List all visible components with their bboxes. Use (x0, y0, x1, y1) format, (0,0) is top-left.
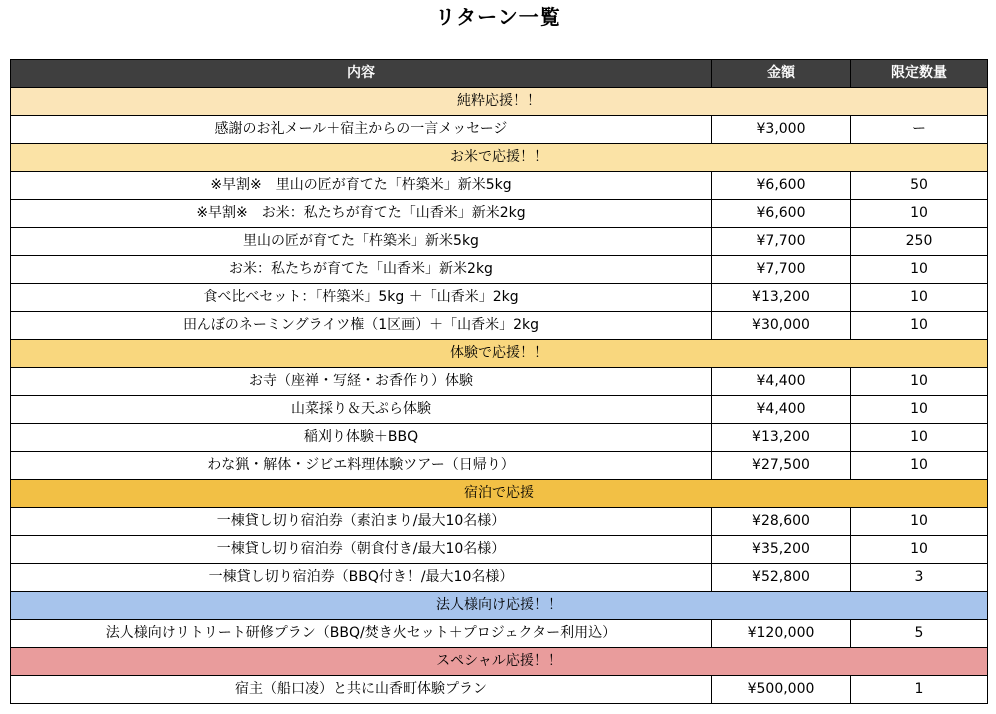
section-label: 法人様向け応援！！ (11, 592, 988, 620)
section-row (11, 648, 988, 676)
item-name-cell: 法人様向けリトリート研修プラン（BBQ/焚き火セット＋プロジェクター利用込） (11, 620, 712, 648)
price-cell: ¥27,500 (712, 452, 851, 480)
section-row (11, 480, 988, 508)
price-cell: ¥120,000 (712, 620, 851, 648)
limit-cell: 3 (851, 564, 988, 592)
section-label: 純粋応援！！ (11, 88, 988, 116)
limit-cell: 5 (851, 620, 988, 648)
section-row (11, 592, 988, 620)
price-cell: ¥35,200 (712, 536, 851, 564)
price-cell: ¥6,600 (712, 200, 851, 228)
item-name-cell: 食べ比べセット：「杵築米」5kg ＋「山香米」2kg (11, 284, 712, 312)
section-label: スペシャル応援！！ (11, 648, 988, 676)
table-row (11, 564, 988, 592)
item-name-cell: 田んぼのネーミングライツ権（1区画）＋「山香米」2kg (11, 312, 712, 340)
section-row (11, 88, 988, 116)
item-name-cell: 里山の匠が育てた「杵築米」新米5kg (11, 228, 712, 256)
table-row (11, 620, 988, 648)
table-row (11, 368, 988, 396)
limit-cell: 10 (851, 508, 988, 536)
item-name-cell: 宿主（船口凌）と共に山香町体験プラン (11, 676, 712, 704)
price-cell: ¥4,400 (712, 368, 851, 396)
limit-cell: 10 (851, 284, 988, 312)
table-row (11, 200, 988, 228)
item-name-cell: ※早割※ 里山の匠が育てた「杵築米」新米5kg (11, 172, 712, 200)
item-name-cell: 山菜採り＆天ぷら体験 (11, 396, 712, 424)
section-row (11, 144, 988, 172)
limit-cell: 10 (851, 256, 988, 284)
section-row (11, 340, 988, 368)
item-name-cell: ※早割※ お米：私たちが育てた「山香米」新米2kg (11, 200, 712, 228)
table-row (11, 256, 988, 284)
price-cell: ¥7,700 (712, 256, 851, 284)
page-title: リターン一覧 (435, 5, 561, 29)
section-label: 宿泊で応援 (11, 480, 988, 508)
table-row (11, 676, 988, 704)
limit-cell: 250 (851, 228, 988, 256)
section-label: 体験で応援！！ (11, 340, 988, 368)
table-row (11, 116, 988, 144)
limit-cell: 50 (851, 172, 988, 200)
item-name-cell: 一棟貸し切り宿泊券（素泊まり/最大10名様） (11, 508, 712, 536)
item-name-cell: お寺（座禅・写経・お香作り）体験 (11, 368, 712, 396)
item-name-cell: 感謝のお礼メール＋宿主からの一言メッセージ (11, 116, 712, 144)
limit-cell: 10 (851, 200, 988, 228)
table-row (11, 172, 988, 200)
limit-cell: 10 (851, 312, 988, 340)
table-row (11, 284, 988, 312)
price-cell: ¥28,600 (712, 508, 851, 536)
table-row (11, 508, 988, 536)
limit-cell: 10 (851, 536, 988, 564)
table-row (11, 452, 988, 480)
limit-cell: 10 (851, 452, 988, 480)
price-cell: ¥500,000 (712, 676, 851, 704)
item-name-cell: 一棟貸し切り宿泊券（BBQ付き！/最大10名様） (11, 564, 712, 592)
price-cell: ¥13,200 (712, 284, 851, 312)
column-header-price: 金額 (712, 60, 851, 88)
header-row (11, 60, 988, 88)
table-row (11, 536, 988, 564)
table-row (11, 312, 988, 340)
table-row (11, 396, 988, 424)
price-cell: ¥7,700 (712, 228, 851, 256)
column-header-limit: 限定数量 (851, 60, 988, 88)
limit-cell: 10 (851, 368, 988, 396)
item-name-cell: 一棟貸し切り宿泊券（朝食付き/最大10名様） (11, 536, 712, 564)
table-row (11, 424, 988, 452)
table-header (11, 60, 988, 88)
section-label: お米で応援！！ (11, 144, 988, 172)
limit-cell: ー (851, 116, 988, 144)
price-cell: ¥13,200 (712, 424, 851, 452)
item-name-cell: わな猟・解体・ジビエ料理体験ツアー（日帰り） (11, 452, 712, 480)
column-header-content: 内容 (11, 60, 712, 88)
price-cell: ¥52,800 (712, 564, 851, 592)
price-cell: ¥30,000 (712, 312, 851, 340)
limit-cell: 10 (851, 396, 988, 424)
price-cell: ¥3,000 (712, 116, 851, 144)
table-row (11, 228, 988, 256)
table-body (11, 88, 988, 704)
limit-cell: 10 (851, 424, 988, 452)
limit-cell: 1 (851, 676, 988, 704)
price-cell: ¥6,600 (712, 172, 851, 200)
item-name-cell: 稲刈り体験＋BBQ (11, 424, 712, 452)
item-name-cell: お米：私たちが育てた「山香米」新米2kg (11, 256, 712, 284)
price-cell: ¥4,400 (712, 396, 851, 424)
returns-table (10, 59, 988, 704)
